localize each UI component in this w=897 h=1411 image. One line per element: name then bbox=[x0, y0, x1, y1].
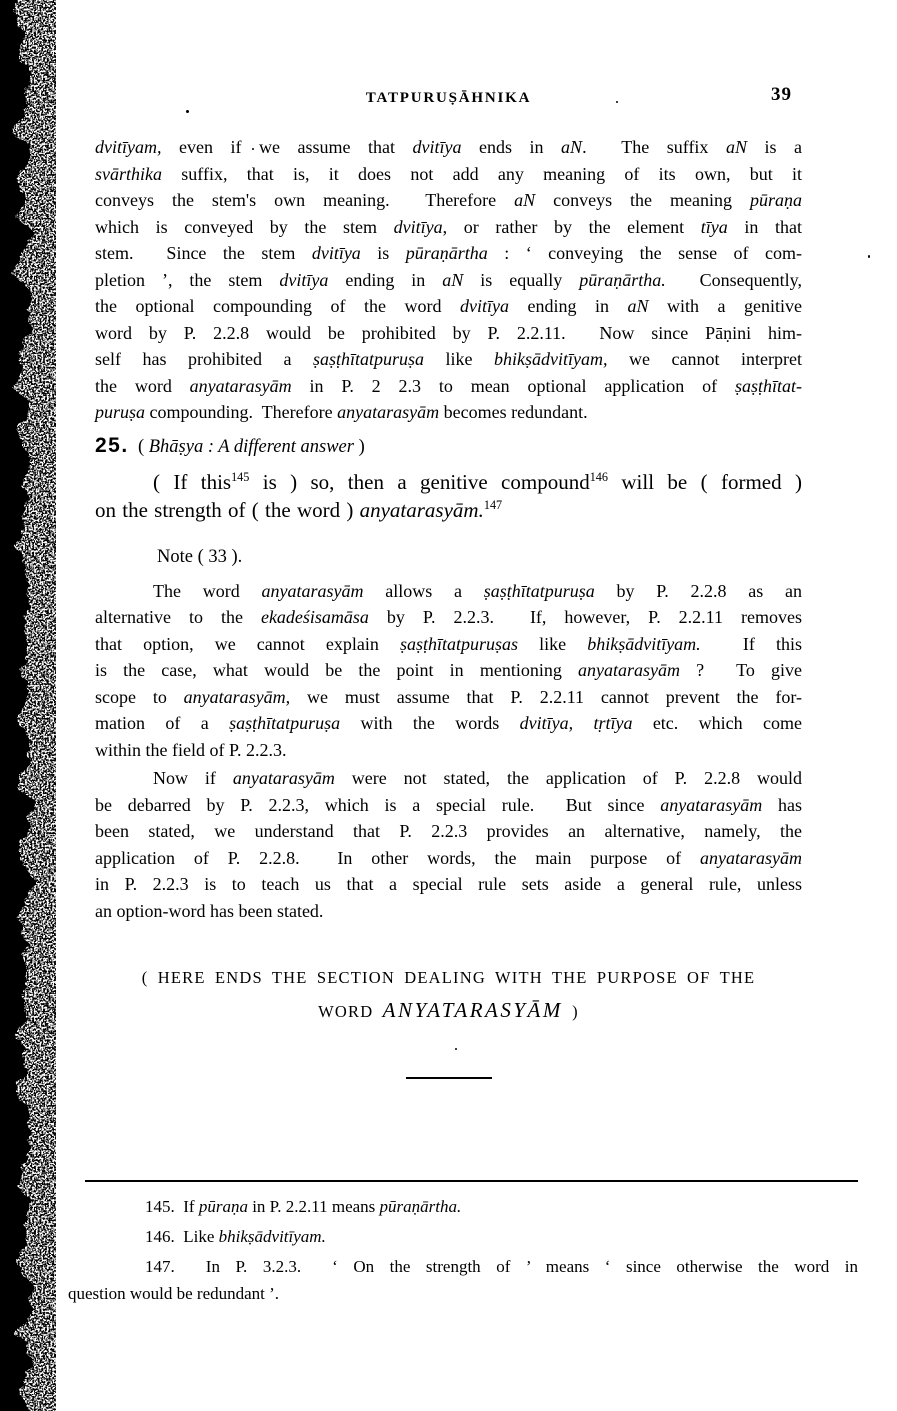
note-paragraph-2-line-5: in P. 2.2.3 is to teach us that a special rule sets aside a general rule, unless bbox=[95, 874, 802, 894]
note-paragraph-1-line-7: within the field of P. 2.2.3. bbox=[95, 739, 287, 760]
note-paragraph-1-line-6: mation of a ṣaṣṭhītatpuruṣa with the words dvitīya, tṛtīya etc. which come bbox=[95, 713, 803, 733]
note-paragraph-1-line-2: alternative to the ekadeśisamāsa by P. 2.2.3. If, however, P. 2.2.11 removes bbox=[95, 607, 802, 627]
note-paragraph-2-line-6: an option-word has been stated. bbox=[95, 900, 324, 921]
opening-paragraph bbox=[95, 134, 802, 426]
opening-paragraph-line-5: stem. Since the stem dvitīya is pūraṇārtha : ‘ conveying the sense of com- bbox=[95, 243, 802, 263]
bhasya-translation-line-1: ( If this$^{145}$ is ) so, then a genitive compound$^{146}$ will be ( formed ) bbox=[153, 469, 802, 494]
footnote-147 bbox=[68, 1253, 858, 1307]
footnote-146 bbox=[68, 1223, 858, 1250]
note-heading bbox=[95, 544, 802, 570]
note-paragraph-1 bbox=[95, 578, 802, 764]
page-number: 39 bbox=[771, 84, 792, 105]
note-paragraph-2 bbox=[95, 765, 802, 924]
opening-paragraph-line-3: conveys the stem's own meaning. Therefore aN conveys the meaning pūraṇa bbox=[95, 190, 802, 210]
footnote-147-line-1: 147. In P. 3.2.3. ‘ On the strength of ’ means ‘ since otherwise the word in bbox=[145, 1257, 858, 1276]
running-header bbox=[95, 0, 802, 109]
bhasya-translation bbox=[95, 468, 802, 524]
note-paragraph-1-line-5: scope to anyatarasyām, we must assume that P. 2.2.11 cannot prevent the for- bbox=[95, 686, 802, 707]
short-divider bbox=[406, 1077, 492, 1079]
note-paragraph-1-line-3: that option, we cannot explain ṣaṣṭhītatpuruṣas like bhikṣādvitīyam. If this bbox=[95, 633, 802, 654]
section-25-heading bbox=[95, 432, 802, 461]
footnote-147-line-2: question would be redundant ’. bbox=[68, 1284, 280, 1303]
note-paragraph-2-line-2: be debarred by P. 2.2.3, which is a special rule. But since anyatarasyām has bbox=[95, 794, 802, 815]
note-paragraph-1-line-4: is the case, what would be the point in mentioning anyatarasyām ? To give bbox=[95, 660, 802, 680]
opening-paragraph-line-7: the optional compounding of the word dvitīya ending in aN with a genitive bbox=[95, 296, 802, 316]
footnote-145 bbox=[68, 1193, 858, 1220]
opening-paragraph-line-6: pletion ’, the stem dvitīya ending in aN is equally pūraṇārtha. Consequently, bbox=[95, 269, 802, 290]
opening-paragraph-line-10: the word anyatarasyām in P. 2 2.3 to mean optional application of ṣaṣṭhītat- bbox=[95, 375, 802, 396]
opening-paragraph-line-11: puruṣa compounding. Therefore anyatarasyām becomes redundant. bbox=[95, 402, 588, 422]
opening-paragraph-line-2: svārthika suffix, that is, it does not add any meaning of its own, but it bbox=[95, 163, 802, 184]
opening-paragraph-line-4: which is conveyed by the stem dvitīya, or rather by the element tīya in that bbox=[95, 216, 802, 237]
footnote-145-line-1: 145. If pūraṇa in P. 2.2.11 means pūraṇārtha. bbox=[145, 1197, 462, 1216]
section-colophon bbox=[95, 961, 802, 1028]
note-paragraph-2-line-1: Now if anyatarasyām were not stated, the application of P. 2.2.8 would bbox=[153, 768, 802, 788]
footnote-146-line-1: 146. Like bhikṣādvitīyam. bbox=[145, 1227, 326, 1246]
note-paragraph-1-line-1: The word anyatarasyām allows a ṣaṣṭhītatpuruṣa by P. 2.2.8 as an bbox=[153, 580, 802, 601]
section-25-heading-line-1: 25. ( Bhāṣya : A different answer ) bbox=[95, 433, 365, 457]
bhasya-translation-line-2: on the strength of ( the word ) anyatarasyām.$^{147}$ bbox=[95, 497, 503, 522]
opening-paragraph-line-8: word by P. 2.2.8 would be prohibited by P. 2.2.11. Now since Pāṇini him- bbox=[95, 322, 802, 343]
footnote-rule bbox=[85, 1180, 858, 1182]
note-heading-line-1: Note ( 33 ). bbox=[157, 546, 243, 567]
opening-paragraph-line-9: self has prohibited a ṣaṣṭhītatpuruṣa like bhikṣādvitīyam, we cannot interpret bbox=[95, 349, 802, 369]
section-colophon-line-2: WORD ANYATARASYĀM ) bbox=[318, 998, 579, 1022]
note-paragraph-2-line-4: application of P. 2.2.8. In other words, the main purpose of anyatarasyām bbox=[95, 847, 802, 868]
note-paragraph-2-line-3: been stated, we understand that P. 2.2.3 provides an alternative, namely, the bbox=[95, 821, 802, 841]
opening-paragraph-line-1: dvitīyam, even if we assume that dvitīya ends in aN. The suffix aN is a bbox=[95, 137, 802, 157]
section-colophon-line-1: ( HERE ENDS THE SECTION DEALING WITH THE PURPOSE OF THE bbox=[141, 968, 756, 987]
running-header-title: TATPURUṢĀHNIKA bbox=[365, 90, 532, 106]
